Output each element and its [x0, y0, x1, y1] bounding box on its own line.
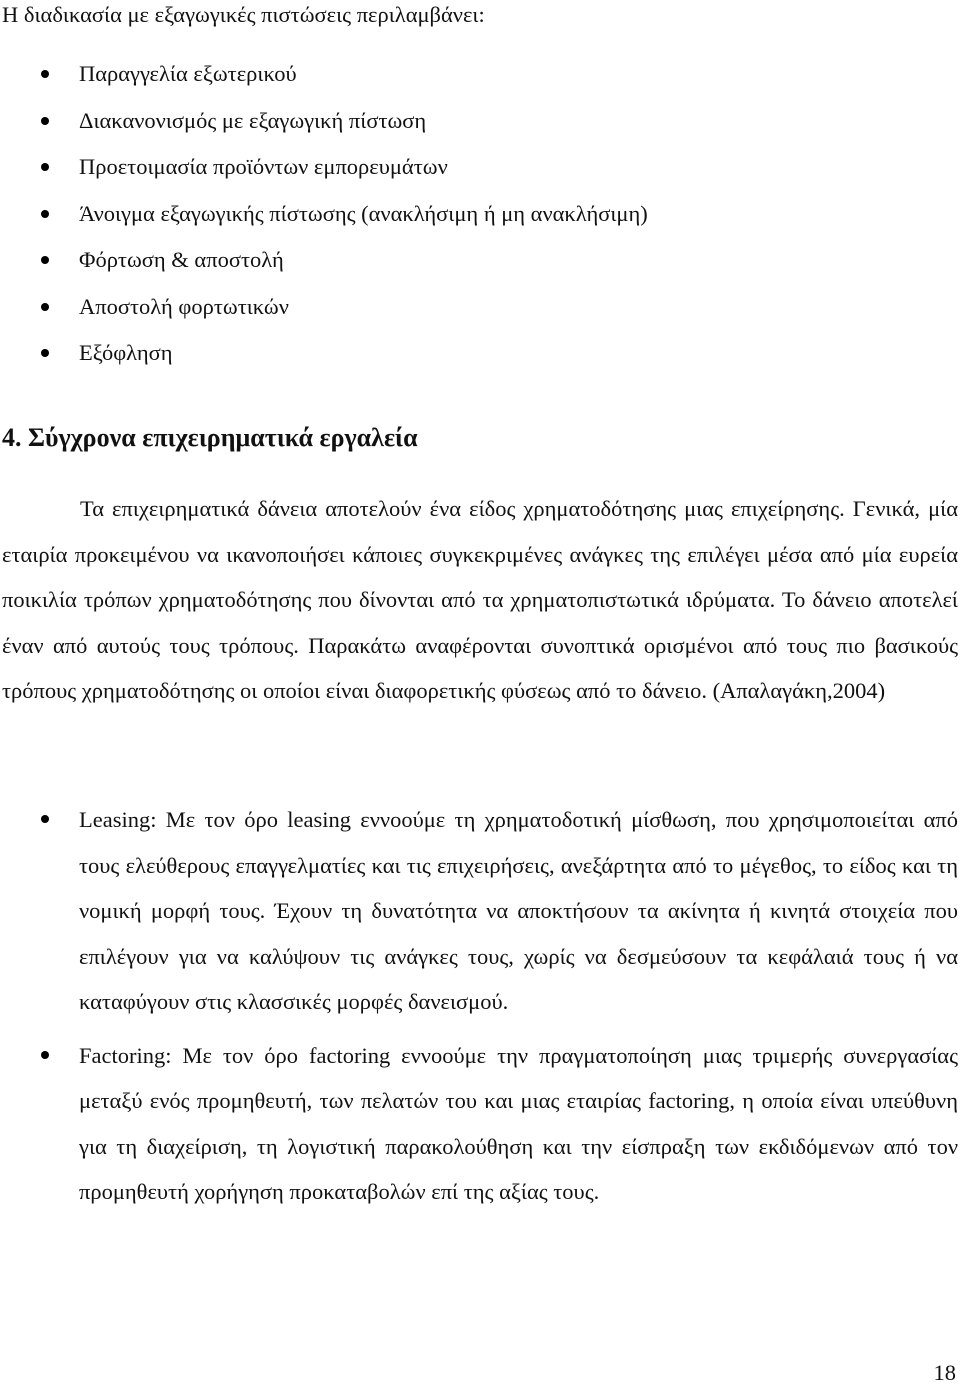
- intro-text: Η διαδικασία με εξαγωγικές πιστώσεις περιλαμβάνει:: [2, 2, 485, 27]
- list-item-text: Διακανονισμός με εξαγωγική πίστωση: [79, 107, 427, 133]
- list-item-text: Άνοιγμα εξαγωγικής πίστωσης (ανακλήσιμη ή μη ανακλήσιμη): [79, 200, 648, 226]
- list-item: [0, 57, 960, 104]
- bullet-icon: [41, 70, 49, 78]
- page-number: 18: [933, 1360, 956, 1385]
- section-heading: 4. Σύγχρονα επιχειρηματικά εργαλεία: [2, 423, 418, 452]
- bullet-icon: [41, 210, 49, 218]
- list-item: [0, 290, 960, 337]
- list-item-text: Παραγγελία εξωτερικού: [79, 61, 297, 86]
- list-item-text: Φόρτωση & αποστολή: [79, 247, 284, 272]
- body-paragraph: Τα επιχειρηματικά δάνεια αποτελούν ένα είδος χρηματοδότησης μιας επιχείρησης. Γενικά, μία εταιρία προκειμένου να ικανοποιήσει κάποιες συγκεκριμένες ανάγκες της επιλέγει μέσα από μία ευρεία ποικιλία τρόπων χρηματοδότησης που δίνονται από τα χρηματοπιστωτικά ιδρύματα. Το δάνειο αποτελεί έναν από αυτούς τους τρόπους. Παρακάτω αναφέρονται συνοπτικά ορισμένοι από τους πιο βασικούς τρόπους χρηματοδότησης οι οποίοι είναι διαφορετικής φύσεως από το δάνειο. (Απαλαγάκη,2004): [2, 496, 958, 704]
- bullet-icon: [41, 256, 49, 264]
- definition-item-leasing: [0, 797, 960, 1025]
- definition-text: Leasing: Με τον όρο leasing εννοούμε τη χρηματοδοτική μίσθωση, που χρησιμοποιείται από τους ελεύθερους επαγγελματίες και τις επιχειρήσεις, ανεξάρτητα από το μέγεθος, το είδος και τη νομική μορφή τους. Έχουν τη δυνατότητα να αποκτήσουν τα ακίνητα ή κινητά στοιχεία που επιλέγουν για να καλύψουν τις ανάγκες τους, χωρίς να δεσμεύσουν τα κεφάλαιά τους ή να καταφύγουν στις κλασσικές μορφές δανεισμού.: [79, 807, 958, 1014]
- list-item: [0, 243, 960, 290]
- bullet-icon: [41, 303, 49, 311]
- definition-text: Factoring: Με τον όρο factoring εννοούμε την πραγματοποίηση μιας τριμερής συνεργασίας μεταξύ ενός προμηθευτή, των πελατών του και μιας εταιρίας factoring, η οποία είναι υπεύθυνη για τη διαχείριση, τη λογιστική παρακολούθηση και την είσπραξη των εκδιδόμενων από τον προμηθευτή χορήγηση προκαταβολών επί της αξίας τους.: [79, 1042, 958, 1204]
- list-item: [0, 150, 960, 197]
- list-item: [0, 104, 960, 151]
- bullet-icon: [41, 815, 49, 823]
- bullet-icon: [41, 1051, 49, 1059]
- bullet-icon: [41, 349, 49, 357]
- list-item-text: Εξόφληση: [79, 340, 173, 365]
- list-item-text: Αποστολή φορτωτικών: [79, 293, 289, 319]
- bullet-icon: [41, 117, 49, 125]
- list-item-text: Προετοιμασία προϊόντων εμπορευμάτων: [79, 154, 448, 179]
- definitions-list: [0, 797, 960, 1223]
- definition-item-factoring: [0, 1033, 960, 1215]
- list-item: [0, 336, 960, 383]
- procedure-steps-list: [0, 57, 960, 383]
- list-item: [0, 197, 960, 244]
- bullet-icon: [41, 163, 49, 171]
